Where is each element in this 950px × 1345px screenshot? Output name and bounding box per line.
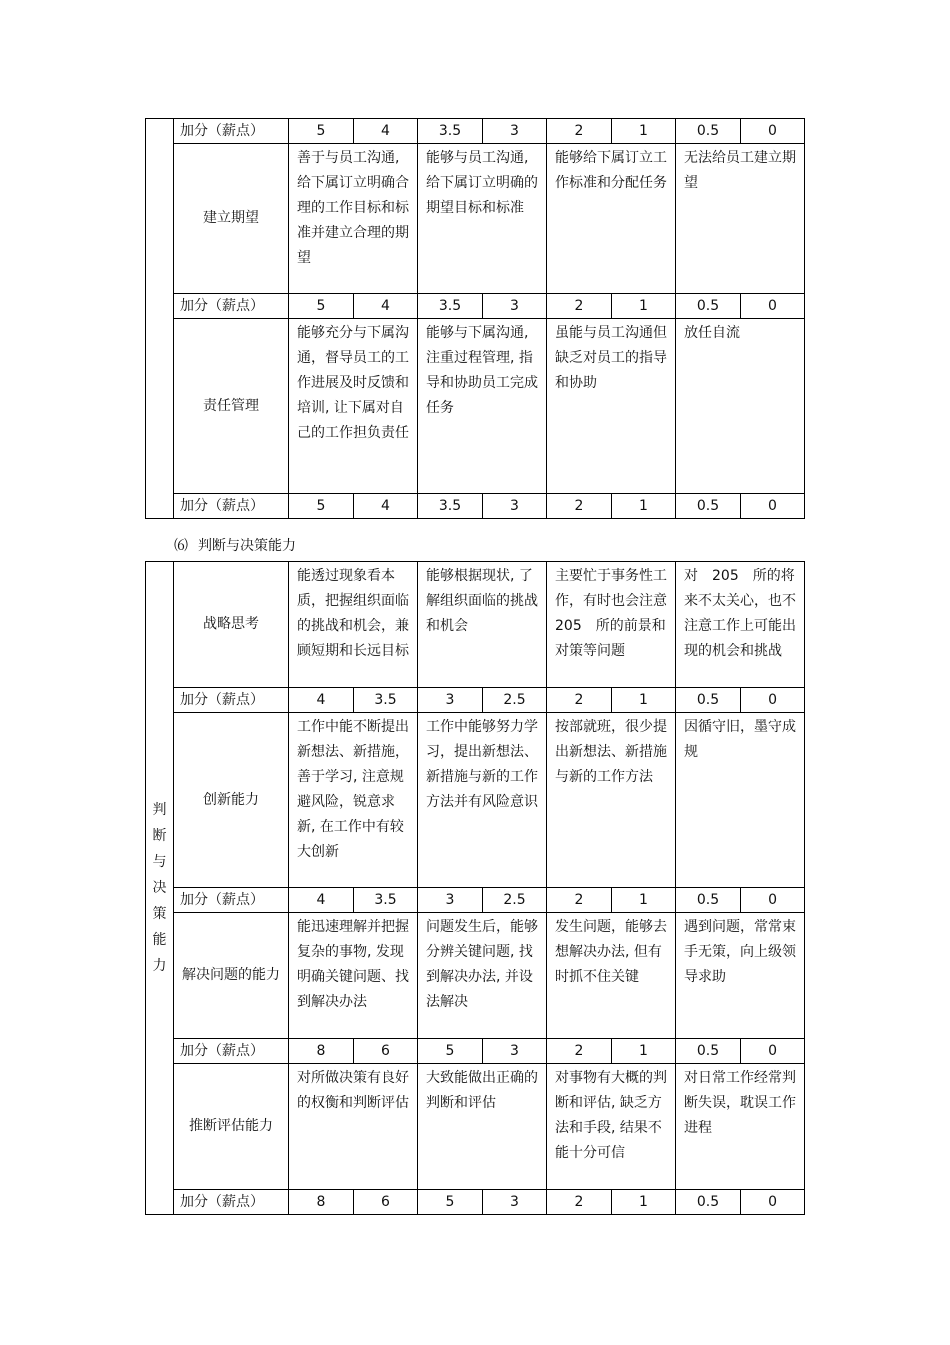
score-cell: 1 <box>612 688 676 713</box>
side-category-text: 判断与决策能力 <box>152 802 167 974</box>
score-row-label: 加分（薪点） <box>174 294 289 319</box>
score-cell: 2 <box>547 119 612 144</box>
score-cell: 4 <box>354 119 418 144</box>
score-cell: 3 <box>483 119 547 144</box>
table-1-body <box>146 119 805 519</box>
score-cell: 1 <box>612 119 676 144</box>
criterion-name: 推断评估能力 <box>174 1064 289 1190</box>
score-cell: 5 <box>289 494 354 519</box>
score-cell: 1 <box>612 1190 676 1215</box>
score-cell: 3.5 <box>418 119 483 144</box>
score-row-label: 加分（薪点） <box>174 1190 289 1215</box>
section-title: 判断与决策能力 <box>198 538 296 554</box>
score-cell: 2 <box>547 1039 612 1064</box>
level-description: 无法给员工建立期望 <box>676 144 805 294</box>
criterion-row <box>146 144 805 294</box>
criterion-row <box>146 562 805 688</box>
section-heading <box>174 536 306 556</box>
score-cell: 6 <box>354 1039 418 1064</box>
score-cell: 5 <box>418 1039 483 1064</box>
score-cell: 2 <box>547 494 612 519</box>
level-description: 放任自流 <box>676 319 805 494</box>
criterion-name: 责任管理 <box>174 319 289 494</box>
level-description: 能够给下属订立工作标准和分配任务 <box>547 144 676 294</box>
score-cell: 1 <box>612 494 676 519</box>
score-cell: 3 <box>483 494 547 519</box>
score-cell: 4 <box>289 688 354 713</box>
score-cell: 0.5 <box>676 119 741 144</box>
score-cell: 3 <box>418 688 483 713</box>
score-cell: 0 <box>741 494 805 519</box>
level-description: 能够与员工沟通, 给下属订立明确的期望目标和标准 <box>418 144 547 294</box>
score-cell: 2.5 <box>483 888 547 913</box>
score-cell: 2 <box>547 688 612 713</box>
side-category-label <box>146 562 174 1215</box>
score-cell: 0 <box>741 888 805 913</box>
score-cell: 0 <box>741 294 805 319</box>
score-cell: 0.5 <box>676 1039 741 1064</box>
level-description: 对所做决策有良好的权衡和判断评估 <box>289 1064 418 1190</box>
level-description: 对 205 所的将来不太关心，也不注意工作上可能出现的机会和挑战 <box>676 562 805 688</box>
score-cell: 3.5 <box>418 294 483 319</box>
score-row <box>146 119 805 144</box>
score-cell: 4 <box>354 294 418 319</box>
level-description: 虽能与员工沟通但缺乏对员工的指导和协助 <box>547 319 676 494</box>
score-cell: 3 <box>483 1190 547 1215</box>
score-cell: 5 <box>418 1190 483 1215</box>
score-cell: 0.5 <box>676 494 741 519</box>
score-cell: 0.5 <box>676 688 741 713</box>
score-cell: 0 <box>741 119 805 144</box>
level-description: 工作中能不断提出新想法、新措施，善于学习, 注意规避风险，锐意求新, 在工作中有较大创新 <box>289 713 418 888</box>
criterion-name: 创新能力 <box>174 713 289 888</box>
table-2-body <box>146 562 805 1215</box>
score-cell: 1 <box>612 1039 676 1064</box>
criterion-name: 解决问题的能力 <box>174 913 289 1039</box>
score-cell: 8 <box>289 1039 354 1064</box>
score-row <box>146 494 805 519</box>
level-description: 大致能做出正确的判断和评估 <box>418 1064 547 1190</box>
score-cell: 4 <box>289 888 354 913</box>
side-category-label <box>146 119 174 519</box>
score-cell: 0.5 <box>676 294 741 319</box>
score-row-label: 加分（薪点） <box>174 119 289 144</box>
level-description: 善于与员工沟通, 给下属订立明确合理的工作目标和标准并建立合理的期望 <box>289 144 418 294</box>
score-row-label: 加分（薪点） <box>174 494 289 519</box>
level-description: 能够充分与下属沟通，督导员工的工作进展及时反馈和培训, 让下属对自己的工作担负责任 <box>289 319 418 494</box>
score-cell: 3 <box>483 294 547 319</box>
criterion-row <box>146 319 805 494</box>
score-row <box>146 888 805 913</box>
score-cell: 1 <box>612 294 676 319</box>
score-cell: 1 <box>612 888 676 913</box>
score-row <box>146 294 805 319</box>
score-row <box>146 1190 805 1215</box>
score-cell: 3.5 <box>354 688 418 713</box>
score-row <box>146 688 805 713</box>
score-cell: 3 <box>483 1039 547 1064</box>
criterion-name: 战略思考 <box>174 562 289 688</box>
level-description: 对事物有大概的判断和评估, 缺乏方法和手段, 结果不能十分可信 <box>547 1064 676 1190</box>
score-cell: 0 <box>741 1039 805 1064</box>
score-row-label: 加分（薪点） <box>174 688 289 713</box>
score-cell: 2 <box>547 294 612 319</box>
criterion-row <box>146 1064 805 1190</box>
level-description: 因循守旧，墨守成规 <box>676 713 805 888</box>
level-description: 主要忙于事务性工作，有时也会注意 205 所的前景和对策等问题 <box>547 562 676 688</box>
level-description: 工作中能够努力学习，提出新想法、新措施与新的工作方法并有风险意识 <box>418 713 547 888</box>
criteria-table-2 <box>145 561 805 1215</box>
criterion-row <box>146 913 805 1039</box>
score-cell: 3.5 <box>418 494 483 519</box>
level-description: 发生问题，能够去想解决办法, 但有时抓不住关键 <box>547 913 676 1039</box>
score-cell: 0 <box>741 688 805 713</box>
score-cell: 6 <box>354 1190 418 1215</box>
score-cell: 2 <box>547 888 612 913</box>
score-cell: 3.5 <box>354 888 418 913</box>
level-description: 能够与下属沟通, 注重过程管理, 指导和协助员工完成任务 <box>418 319 547 494</box>
score-cell: 0.5 <box>676 1190 741 1215</box>
level-description: 能迅速理解并把握复杂的事物, 发现明确关键问题、找到解决办法 <box>289 913 418 1039</box>
score-cell: 5 <box>289 119 354 144</box>
score-row-label: 加分（薪点） <box>174 888 289 913</box>
score-cell: 2 <box>547 1190 612 1215</box>
section-number: ⑹ <box>174 538 188 554</box>
score-row <box>146 1039 805 1064</box>
level-description: 遇到问题，常常束手无策，向上级领导求助 <box>676 913 805 1039</box>
level-description: 问题发生后，能够分辨关键问题, 找到解决办法, 并设法解决 <box>418 913 547 1039</box>
level-description: 按部就班，很少提出新想法、新措施与新的工作方法 <box>547 713 676 888</box>
score-cell: 5 <box>289 294 354 319</box>
level-description: 能够根据现状, 了解组织面临的挑战和机会 <box>418 562 547 688</box>
score-cell: 8 <box>289 1190 354 1215</box>
score-cell: 0.5 <box>676 888 741 913</box>
score-cell: 2.5 <box>483 688 547 713</box>
score-cell: 4 <box>354 494 418 519</box>
level-description: 能透过现象看本质，把握组织面临的挑战和机会，兼顾短期和长远目标 <box>289 562 418 688</box>
score-cell: 3 <box>418 888 483 913</box>
criterion-row <box>146 713 805 888</box>
score-row-label: 加分（薪点） <box>174 1039 289 1064</box>
criterion-name: 建立期望 <box>174 144 289 294</box>
score-cell: 0 <box>741 1190 805 1215</box>
criteria-table-1 <box>145 118 805 519</box>
level-description: 对日常工作经常判断失误，耽误工作进程 <box>676 1064 805 1190</box>
